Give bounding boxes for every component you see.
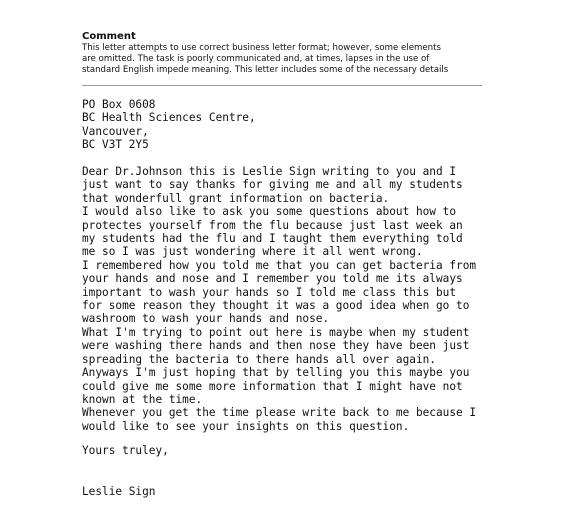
letter-line: my students had the flu and I taught them everything told: [82, 232, 463, 246]
letter-line: Dear Dr.Johnson this is Leslie Sign writing to you and I: [82, 165, 457, 178]
address-line: PO Box 0608: [82, 98, 156, 111]
letter-body: [82, 165, 476, 433]
letter-line: protectes yourself from the flu because just last week an: [82, 218, 463, 232]
letter-line: your hands and nose and I remember you told me its always: [82, 272, 463, 286]
comment-section: [82, 30, 482, 75]
address-block: [82, 98, 256, 152]
comment-line: standard English impede meaning. This letter includes some of the necessary details: [82, 64, 449, 75]
letter-line: for some reason they thought it was a good idea when go to: [82, 299, 470, 313]
letter-line: I remembered how you told me that you can get bacteria from: [82, 258, 477, 272]
divider-line: [82, 85, 482, 86]
letter-line: washroom to wash your hands and nose.: [82, 312, 330, 326]
address-line: BC Health Sciences Centre,: [82, 111, 256, 125]
letter-line: were washing there hands and then nose they have been just: [82, 339, 470, 353]
closing-line: Yours truley,: [82, 444, 169, 457]
comment-line: This letter attempts to use correct business letter format; however, some elements: [82, 43, 441, 53]
letter-line: that wonderfull grant information on bacteria.: [82, 191, 390, 205]
letter-line: me so I was just wondering where it all went wrong.: [82, 245, 423, 259]
letter-line: Whenever you get the time please write back to me because I: [82, 406, 477, 420]
letter-line: just want to say thanks for giving me and all my students: [82, 178, 463, 192]
letter-line: I would also like to ask you some questions about how to: [82, 205, 457, 219]
letter-line: important to wash your hands so I told me class this but: [82, 285, 457, 299]
letter-line: Anyways I'm just hoping that by telling you this maybe you: [82, 366, 470, 380]
letter-line: spreading the bacteria to there hands all over again.: [82, 352, 436, 366]
letter-line: known at the time.: [82, 392, 203, 406]
signature-name: Leslie Sign: [82, 485, 156, 498]
letter-line: could give me some more information that I might have not: [82, 379, 463, 393]
letter-line: would like to see your insights on this question.: [82, 419, 410, 433]
address-line: BC V3T 2Y5: [82, 138, 149, 152]
comment-line: are omitted. The task is poorly communicated and, at times, lapses in the use of: [82, 53, 430, 64]
address-line: Vancouver,: [82, 124, 149, 138]
comment-title: Comment: [82, 31, 136, 42]
letter-line: What I'm trying to point out here is maybe when my student: [82, 325, 470, 339]
